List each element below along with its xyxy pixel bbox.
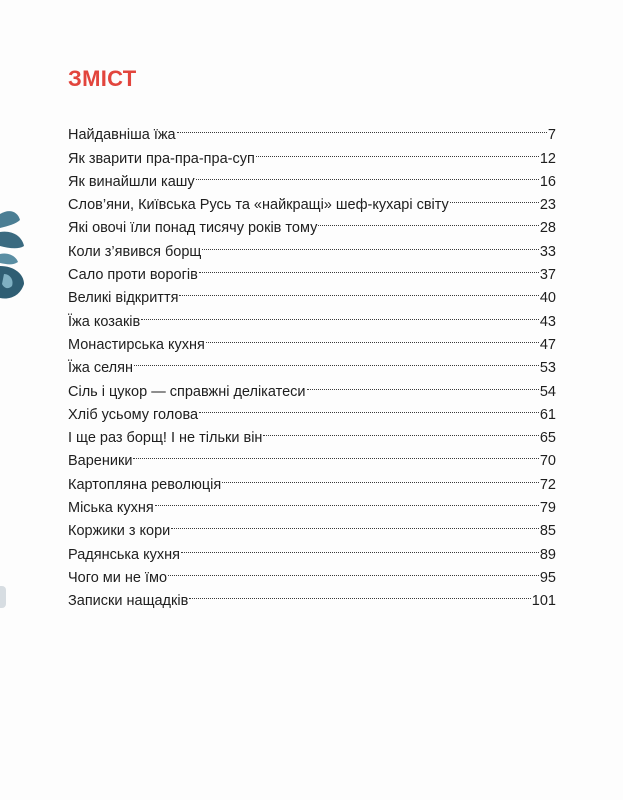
toc-dot-leader (450, 186, 539, 209)
toc-entry[interactable] (68, 442, 556, 470)
toc-dot-leader (199, 256, 539, 279)
toc-entry[interactable] (68, 302, 556, 330)
toc-entry-page: 28 (539, 220, 556, 237)
toc-entry-page: 65 (539, 430, 556, 447)
table-of-contents (68, 116, 556, 610)
toc-entry-title: Записки нащадків (68, 593, 189, 610)
toc-entry-title: Чого ми не їмо (68, 569, 168, 586)
toc-dot-leader (199, 396, 539, 419)
toc-entry-title: Як винайшли кашу (68, 173, 195, 190)
toc-entry-title: Як зварити пра-пра-пра-суп (68, 150, 255, 167)
toc-entry-title: Картопляна революція (68, 476, 222, 493)
toc-entry-title: Монастирська кухня (68, 336, 205, 353)
toc-dot-leader (133, 442, 538, 465)
toc-dot-leader (155, 489, 539, 512)
toc-dot-leader (181, 535, 539, 558)
toc-dot-leader (263, 419, 538, 442)
toc-entry-page: 16 (539, 173, 556, 190)
toc-dot-leader (134, 349, 539, 372)
toc-entry-title: Коли з’явився борщ (68, 243, 202, 260)
toc-dot-leader (206, 326, 539, 349)
toc-entry-page: 23 (539, 197, 556, 214)
toc-entry-page: 40 (539, 290, 556, 307)
decorative-fragment (0, 586, 6, 608)
toc-entry-title: Їжа козаків (68, 313, 141, 330)
toc-entry-title: І ще раз борщ! І не тільки він (68, 430, 263, 447)
toc-dot-leader (189, 582, 531, 605)
toc-entry[interactable] (68, 326, 556, 353)
toc-entry-title: Хліб усьому голова (68, 406, 199, 423)
toc-entry-title: Міська кухня (68, 500, 154, 517)
toc-entry-title: Найдавніша їжа (68, 127, 176, 144)
toc-dot-leader (177, 116, 547, 139)
toc-entry-page: 7 (547, 127, 556, 144)
toc-dot-leader (179, 279, 538, 302)
toc-entry-page: 79 (539, 500, 556, 517)
toc-entry[interactable] (68, 465, 556, 493)
toc-entry[interactable] (68, 372, 556, 400)
toc-entry-title: Які овочі їли понад тисячу років тому (68, 220, 318, 237)
toc-entry-page: 89 (539, 546, 556, 563)
toc-entry-title: Коржики з кори (68, 523, 171, 540)
toc-dot-leader (141, 302, 539, 325)
toc-entry-page: 72 (539, 476, 556, 493)
toc-entry-page: 47 (539, 336, 556, 353)
page-title: ЗМІСТ (68, 66, 137, 91)
toc-dot-leader (202, 232, 539, 255)
toc-entry-page: 37 (539, 267, 556, 284)
toc-entry-page: 95 (539, 569, 556, 586)
toc-entry-title: Великі відкриття (68, 290, 179, 307)
toc-entry-page: 53 (539, 360, 556, 377)
toc-entry-title: Вареники (68, 453, 133, 470)
decorative-illustration-fragment (0, 200, 26, 320)
toc-dot-leader (171, 512, 539, 535)
toc-entry-title: Сіль і цукор — справжні делікатеси (68, 383, 306, 400)
toc-entry[interactable] (68, 349, 556, 377)
toc-entry-page: 85 (539, 523, 556, 540)
toc-entry-page: 70 (539, 453, 556, 470)
toc-entry-title: Слов’яни, Київська Русь та «найкращі» шеф-кухарі світу (68, 197, 449, 214)
toc-entry-page: 33 (539, 243, 556, 260)
toc-dot-leader (168, 559, 539, 582)
toc-entry-title: Їжа селян (68, 360, 133, 377)
toc-dot-leader (256, 139, 539, 162)
toc-dot-leader (307, 372, 539, 395)
toc-entry-page: 61 (539, 406, 556, 423)
toc-entry-page: 101 (531, 593, 556, 610)
toc-entry-page: 43 (539, 313, 556, 330)
toc-entry-page: 12 (539, 150, 556, 167)
toc-dot-leader (318, 209, 539, 232)
toc-entry[interactable] (68, 116, 556, 144)
toc-entry-title: Радянська кухня (68, 546, 180, 563)
toc-dot-leader (222, 465, 539, 488)
toc-entry-page: 54 (539, 383, 556, 400)
toc-entry-title: Сало проти ворогів (68, 267, 198, 284)
toc-dot-leader (196, 163, 539, 186)
